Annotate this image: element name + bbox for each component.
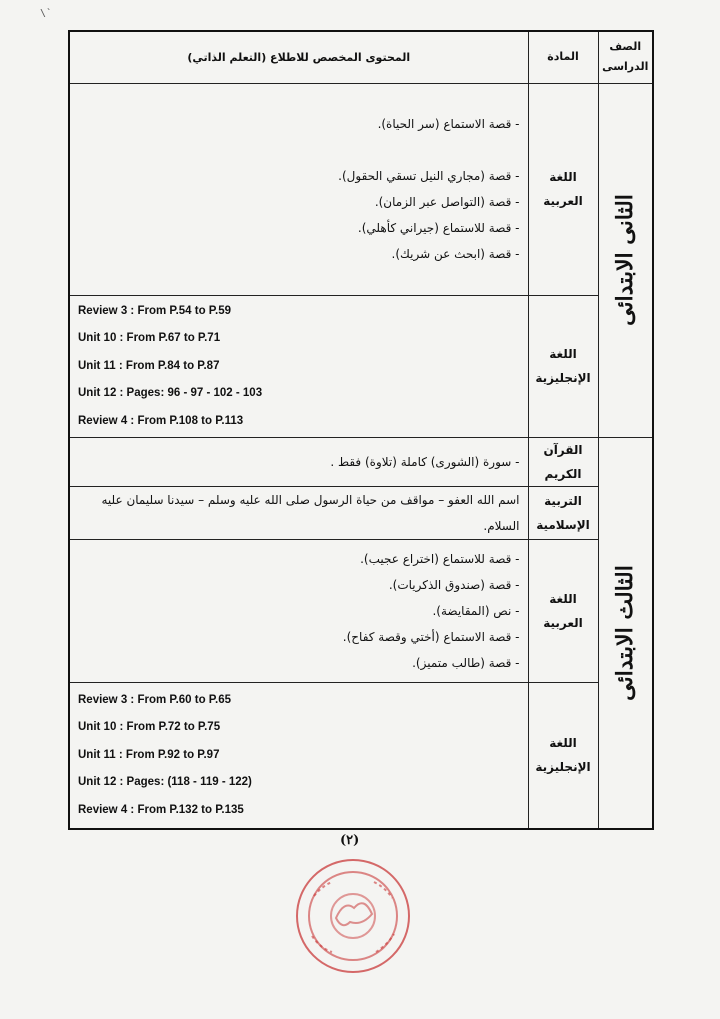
grade2-arabic-content xyxy=(69,83,528,295)
official-seal-icon xyxy=(292,856,414,976)
list-item: Review 3 : From P.54 to P.59 xyxy=(78,304,231,317)
grade2-english-content xyxy=(69,295,528,438)
subject-english: اللغة الإنجليزية xyxy=(528,683,598,829)
page-corner-mark: \` xyxy=(40,8,53,19)
list-item: Review 4 : From P.132 to P.135 xyxy=(78,803,244,816)
subject-arabic: اللغة العربية xyxy=(528,83,598,295)
list-item: Unit 10 : From P.67 to P.71 xyxy=(78,332,221,344)
list-item: - قصة (ابحث عن شريك). xyxy=(391,247,520,261)
list-item: - قصة (التواصل عبر الزمان). xyxy=(374,195,520,209)
grade-label: الثالث الابتدائى xyxy=(612,564,639,701)
list-item: اسم الله العفو – مواقف من حياة الرسول صلى الله عليه وسلم – سيدنا سليمان عليه السلام. xyxy=(101,493,520,533)
list-item: - قصة الاستماع (سر الحياة). xyxy=(377,117,520,131)
page-number: (٢) xyxy=(340,833,360,848)
grade-cell-third xyxy=(598,438,653,829)
list-item: - قصة الاستماع (أختي وقصة كفاح). xyxy=(342,630,520,644)
header-grade: الصف الدراسى xyxy=(598,31,653,83)
grade-cell-second xyxy=(598,83,653,438)
grade3-islamic-content xyxy=(69,487,528,540)
list-item: - قصة للاستماع (اختراع عجيب). xyxy=(360,552,520,566)
subject-quran: القرآن الكريم xyxy=(528,438,598,487)
list-item xyxy=(76,137,520,163)
list-item: Unit 12 : Pages: (118 - 119 - 122) xyxy=(78,776,252,788)
list-item: Review 4 : From P.108 to P.113 xyxy=(78,414,244,427)
list-item: - قصة (طالب متميز). xyxy=(412,656,520,670)
list-item: Unit 10 : From P.72 to P.75 xyxy=(78,721,221,733)
grade-label: الثانى الابتدائى xyxy=(612,194,639,327)
list-item: Review 3 : From P.60 to P.65 xyxy=(78,693,231,706)
subject-islamic: التربية الإسلامية xyxy=(528,487,598,540)
header-content: المحتوى المخصص للاطلاع (التعلم الذاتي) xyxy=(69,31,528,83)
subject-arabic: اللغة العربية xyxy=(528,540,598,683)
list-item: - قصة (مجاري النيل تسقي الحقول). xyxy=(338,169,520,183)
list-item: Unit 11 : From P.84 to P.87 xyxy=(78,359,220,372)
grade3-english-content xyxy=(69,683,528,829)
grade3-quran-content xyxy=(69,438,528,487)
header-subject: المادة xyxy=(528,31,598,83)
list-item: Unit 12 : Pages: 96 - 97 - 102 - 103 xyxy=(78,387,263,399)
subject-english: اللغة الإنجليزية xyxy=(528,295,598,438)
list-item: - قصة للاستماع (جيراني كأهلي). xyxy=(357,221,520,235)
list-item: - نص (المقايضة). xyxy=(432,604,520,618)
list-item: - سورة (الشورى) كاملة (تلاوة) فقط . xyxy=(330,455,520,469)
grade3-arabic-content xyxy=(69,540,528,683)
list-item: - قصة (صندوق الذكريات). xyxy=(388,578,520,592)
list-item: Unit 11 : From P.92 to P.97 xyxy=(78,748,220,761)
content-table xyxy=(68,30,654,830)
